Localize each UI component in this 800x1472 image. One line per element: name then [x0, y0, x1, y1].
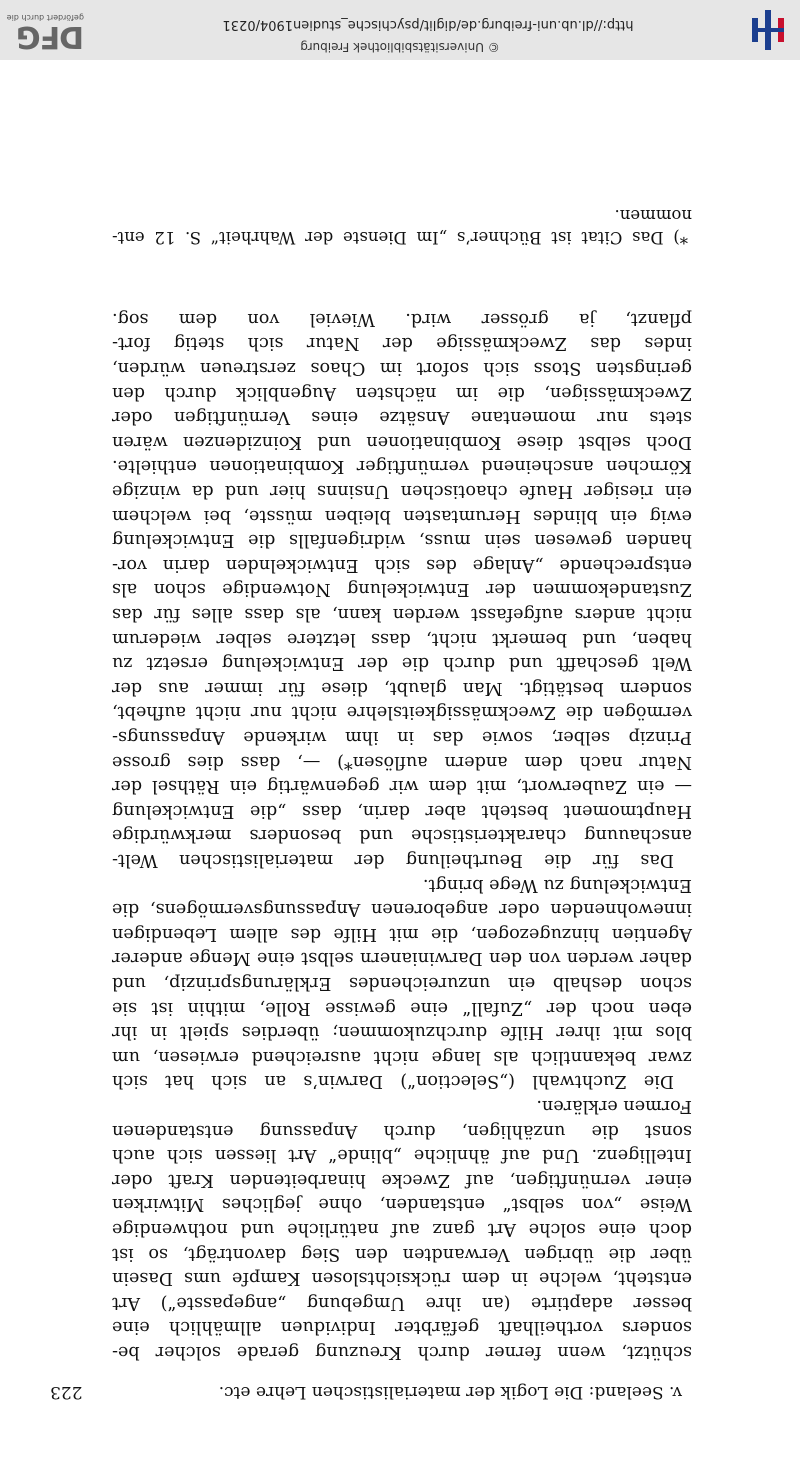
- dfg-logo: [6, 6, 84, 54]
- text-line: Agentien hinzugezogen, die mit Hilfe des allem Lebendigen: [112, 923, 692, 944]
- text-line: pflanzt, ja grösser wird. Wieviel von dem sog.: [112, 308, 692, 329]
- dfg-logo-subtitle: gefördert durch die: [6, 13, 84, 22]
- footnote-line: nommen.: [614, 206, 692, 225]
- text-line: Welt geschafft und durch die der Entwickelung ersetzt zu: [112, 653, 692, 674]
- text-line: Die Zuchtwahl („Selection“) Darwin’s an sich hat sich: [112, 1071, 674, 1092]
- text-line: sondern bestätigt. Man glaubt, diese für immer aus der: [112, 677, 692, 698]
- source-url-link[interactable]: http://dl.ub.uni-freiburg.de/diglit/psychische_studien1904/0231: [222, 17, 634, 32]
- text-line: sonders vortheilhaft gefärbter Individuen allmählich eine: [112, 1317, 692, 1338]
- footnote-line: *) Das Citat ist Büchner’s „Im Dienste der Wahrheit“ S. 12 ent-: [112, 228, 688, 247]
- text-line: ein riesiger Haufe chaotischen Unsinns hier und da winzige: [112, 481, 692, 501]
- text-line: ewig ein blindes Herumtasten bleiben müsste, bei welchem: [112, 505, 692, 526]
- text-line: indes das Zweckmässige der Natur sich stetig fort-: [112, 333, 692, 354]
- running-title: v. Seeland: Die Logik der materialistischen Lehre etc.: [218, 1382, 682, 1402]
- text-line: sonst die unzähligen, durch Anpassung entstandenen: [112, 1120, 692, 1141]
- text-line: eben noch der „Zufall“ eine gewisse Rolle, mithin ist sie: [112, 997, 692, 1018]
- page-number: 223: [50, 1382, 83, 1402]
- text-line: blos mit ihrer Hilfe durchzukommen; überdies spielt in ihr: [112, 1022, 692, 1043]
- text-line: vermögen die Zweckmässigkeitslehre nicht nur nicht aufhebt,: [112, 702, 692, 723]
- text-line: Körnchen anscheinend vernünftiger Kombinationen enthielte.: [112, 456, 692, 477]
- text-line: Das für die Beurtheilung der materialistischen Welt-: [112, 850, 674, 870]
- library-banner: [0, 0, 800, 60]
- text-line: geringsten Stoss sich sofort im Chaos zerstreuen würden,: [112, 358, 692, 378]
- text-line: Natur nach dem andern auflösen*) —, dass dies grosse: [112, 751, 692, 772]
- dfg-logo-text: DFG: [16, 19, 84, 54]
- text-line: besser adaptirte (an ihre Umgebung „angepasste“) Art: [112, 1292, 692, 1313]
- text-line: Prinzip selber, sowie das in ihm wirkende Anpassungs-: [112, 727, 692, 747]
- text-line: anschauung charakteristische und besonders merkwürdige: [112, 825, 692, 846]
- text-line: Intelligenz. Und auf ähnliche „blinde“ Art liessen sich auch: [112, 1145, 692, 1166]
- text-line: daher werden von den Darwinianern selbst eine Menge anderer: [112, 948, 692, 969]
- text-line: doch eine solche Art ganz auf natürliche und nothwendige: [112, 1219, 692, 1239]
- text-line: Formen erklären.: [536, 1096, 692, 1116]
- running-header: [50, 1382, 682, 1402]
- text-line: entsteht, welche in dem rücksichtslosen Kampfe ums Dasein: [112, 1268, 692, 1289]
- university-logo-icon: [748, 8, 788, 52]
- text-line: — ein Zauberwort, mit dem wir gegenwärtig ein Räthsel der: [112, 776, 692, 797]
- text-line: Zweckmässigen, die im nächsten Augenblick durch den: [112, 382, 692, 403]
- text-line: Weise „von selbst“ entstanden, ohne jegliches Mitwirken: [112, 1194, 692, 1215]
- text-line: über die übrigen Verwandten den Sieg davonträgt, so ist: [112, 1243, 692, 1264]
- text-line: haben, und bemerkt nicht, dass letztere selber wiederum: [112, 628, 692, 649]
- text-line: Zustandekommen der Entwickelung Notwendige schon als: [112, 579, 692, 600]
- scanned-text-page: [0, 60, 800, 1472]
- text-line: zwar bekanntlich als lange nicht ausreichend erwiesen, um: [112, 1046, 692, 1067]
- text-line: Entwickelung zu Wege bringt.: [422, 874, 692, 895]
- text-line: Doch selbst diese Kombinationen und Koinzidenzen wären: [112, 431, 692, 452]
- copyright-text: © Universitätsbibliothek Freiburg: [300, 40, 500, 54]
- text-line: stets nur momentane Ansätze eines Vernünftigen oder: [112, 407, 692, 428]
- text-line: Hauptmoment besteht aber darin, dass „die Entwickelung: [112, 800, 692, 821]
- text-line: entsprechende „Anlage des sich Entwickelnden darin vor-: [112, 554, 692, 575]
- text-line: einer vernünftigen, auf Zwecke hinarbeitenden Kraft oder: [112, 1169, 692, 1190]
- text-line: schon deshalb ein unzureichendes Erklärungsprinzip, und: [112, 973, 692, 993]
- text-line: nicht anders aufgefasst werden kann, als dass alles für das: [112, 604, 692, 624]
- text-line: schützt, wenn ferner durch Kreuzung gerade solcher be-: [112, 1342, 692, 1362]
- text-line: innewohnenden oder angeborenen Anpassungsvermögens, die: [112, 899, 692, 920]
- text-line: handen gewesen sein muss, widrigenfalls die Entwickelung: [112, 530, 692, 551]
